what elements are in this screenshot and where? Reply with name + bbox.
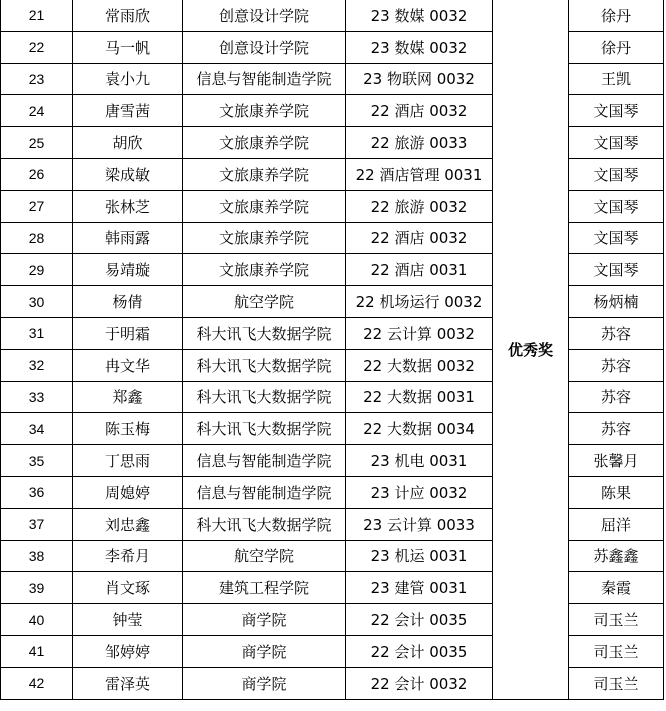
- college-cell: 文旅康养学院: [183, 158, 346, 190]
- student-name-cell: 雷泽英: [73, 667, 183, 699]
- class-cell: 22 旅游 0033: [346, 127, 493, 159]
- college-cell: 商学院: [183, 667, 346, 699]
- advisor-cell: 杨炳楠: [569, 286, 664, 318]
- college-cell: 科大讯飞大数据学院: [183, 317, 346, 349]
- advisor-cell: 文国琴: [569, 190, 664, 222]
- table-row: [1, 0, 664, 31]
- student-name-cell: 常雨欣: [73, 0, 183, 31]
- row-number-cell: 26: [1, 158, 73, 190]
- student-name-cell: 李希月: [73, 540, 183, 572]
- class-cell: 23 机运 0031: [346, 540, 493, 572]
- advisor-cell: 徐丹: [569, 31, 664, 63]
- row-number-cell: 33: [1, 381, 73, 413]
- student-name-cell: 刘忠鑫: [73, 508, 183, 540]
- student-name-cell: 陈玉梅: [73, 413, 183, 445]
- college-cell: 商学院: [183, 635, 346, 667]
- class-cell: 23 云计算 0033: [346, 508, 493, 540]
- class-cell: 22 酒店 0032: [346, 222, 493, 254]
- advisor-cell: 苏鑫鑫: [569, 540, 664, 572]
- row-number-cell: 21: [1, 0, 73, 31]
- row-number-cell: 41: [1, 635, 73, 667]
- row-number-cell: 29: [1, 254, 73, 286]
- row-number-cell: 39: [1, 572, 73, 604]
- advisor-cell: 苏容: [569, 349, 664, 381]
- row-number-cell: 31: [1, 317, 73, 349]
- college-cell: 文旅康养学院: [183, 254, 346, 286]
- advisor-cell: 司玉兰: [569, 604, 664, 636]
- student-name-cell: 邹婷婷: [73, 635, 183, 667]
- student-name-cell: 张林芝: [73, 190, 183, 222]
- advisor-cell: 秦霞: [569, 572, 664, 604]
- class-cell: 22 会计 0035: [346, 635, 493, 667]
- row-number-cell: 35: [1, 445, 73, 477]
- row-number-cell: 34: [1, 413, 73, 445]
- advisor-cell: 文国琴: [569, 222, 664, 254]
- college-cell: 信息与智能制造学院: [183, 63, 346, 95]
- student-name-cell: 胡欣: [73, 127, 183, 159]
- advisor-cell: 苏容: [569, 317, 664, 349]
- class-cell: 22 酒店 0031: [346, 254, 493, 286]
- student-name-cell: 梁成敏: [73, 158, 183, 190]
- class-cell: 23 计应 0032: [346, 476, 493, 508]
- class-cell: 22 机场运行 0032: [346, 286, 493, 318]
- award-table-body: [1, 0, 664, 699]
- advisor-cell: 司玉兰: [569, 635, 664, 667]
- class-cell: 22 大数据 0031: [346, 381, 493, 413]
- class-cell: 22 会计 0035: [346, 604, 493, 636]
- student-name-cell: 肖文琢: [73, 572, 183, 604]
- advisor-cell: 苏容: [569, 381, 664, 413]
- class-cell: 23 机电 0031: [346, 445, 493, 477]
- student-name-cell: 丁思雨: [73, 445, 183, 477]
- student-name-cell: 周媳婷: [73, 476, 183, 508]
- advisor-cell: 文国琴: [569, 127, 664, 159]
- row-number-cell: 38: [1, 540, 73, 572]
- advisor-cell: 张馨月: [569, 445, 664, 477]
- class-cell: 23 物联网 0032: [346, 63, 493, 95]
- advisor-cell: 文国琴: [569, 158, 664, 190]
- row-number-cell: 40: [1, 604, 73, 636]
- class-cell: 23 数媒 0032: [346, 0, 493, 31]
- row-number-cell: 24: [1, 95, 73, 127]
- advisor-cell: 徐丹: [569, 0, 664, 31]
- college-cell: 信息与智能制造学院: [183, 476, 346, 508]
- advisor-cell: 司玉兰: [569, 667, 664, 699]
- class-cell: 22 酒店管理 0031: [346, 158, 493, 190]
- college-cell: 文旅康养学院: [183, 222, 346, 254]
- row-number-cell: 37: [1, 508, 73, 540]
- advisor-cell: 陈果: [569, 476, 664, 508]
- advisor-cell: 王凯: [569, 63, 664, 95]
- row-number-cell: 27: [1, 190, 73, 222]
- row-number-cell: 25: [1, 127, 73, 159]
- advisor-cell: 苏容: [569, 413, 664, 445]
- student-name-cell: 冉文华: [73, 349, 183, 381]
- college-cell: 创意设计学院: [183, 0, 346, 31]
- college-cell: 文旅康养学院: [183, 127, 346, 159]
- row-number-cell: 23: [1, 63, 73, 95]
- college-cell: 航空学院: [183, 540, 346, 572]
- college-cell: 科大讯飞大数据学院: [183, 508, 346, 540]
- college-cell: 文旅康养学院: [183, 190, 346, 222]
- class-cell: 22 旅游 0032: [346, 190, 493, 222]
- class-cell: 22 云计算 0032: [346, 317, 493, 349]
- advisor-cell: 文国琴: [569, 254, 664, 286]
- college-cell: 创意设计学院: [183, 31, 346, 63]
- student-name-cell: 易靖璇: [73, 254, 183, 286]
- college-cell: 信息与智能制造学院: [183, 445, 346, 477]
- class-cell: 22 会计 0032: [346, 667, 493, 699]
- student-name-cell: 唐雪茜: [73, 95, 183, 127]
- row-number-cell: 42: [1, 667, 73, 699]
- college-cell: 科大讯飞大数据学院: [183, 381, 346, 413]
- college-cell: 商学院: [183, 604, 346, 636]
- class-cell: 22 大数据 0034: [346, 413, 493, 445]
- award-level-cell: 优秀奖: [493, 0, 569, 699]
- student-name-cell: 马一帆: [73, 31, 183, 63]
- advisor-cell: 屈洋: [569, 508, 664, 540]
- class-cell: 22 酒店 0032: [346, 95, 493, 127]
- student-name-cell: 杨倩: [73, 286, 183, 318]
- college-cell: 航空学院: [183, 286, 346, 318]
- student-name-cell: 于明霜: [73, 317, 183, 349]
- college-cell: 建筑工程学院: [183, 572, 346, 604]
- college-cell: 文旅康养学院: [183, 95, 346, 127]
- college-cell: 科大讯飞大数据学院: [183, 349, 346, 381]
- class-cell: 23 建管 0031: [346, 572, 493, 604]
- student-name-cell: 袁小九: [73, 63, 183, 95]
- row-number-cell: 28: [1, 222, 73, 254]
- student-name-cell: 郑鑫: [73, 381, 183, 413]
- college-cell: 科大讯飞大数据学院: [183, 413, 346, 445]
- row-number-cell: 22: [1, 31, 73, 63]
- advisor-cell: 文国琴: [569, 95, 664, 127]
- class-cell: 23 数媒 0032: [346, 31, 493, 63]
- row-number-cell: 32: [1, 349, 73, 381]
- student-name-cell: 钟莹: [73, 604, 183, 636]
- class-cell: 22 大数据 0032: [346, 349, 493, 381]
- student-name-cell: 韩雨露: [73, 222, 183, 254]
- row-number-cell: 36: [1, 476, 73, 508]
- row-number-cell: 30: [1, 286, 73, 318]
